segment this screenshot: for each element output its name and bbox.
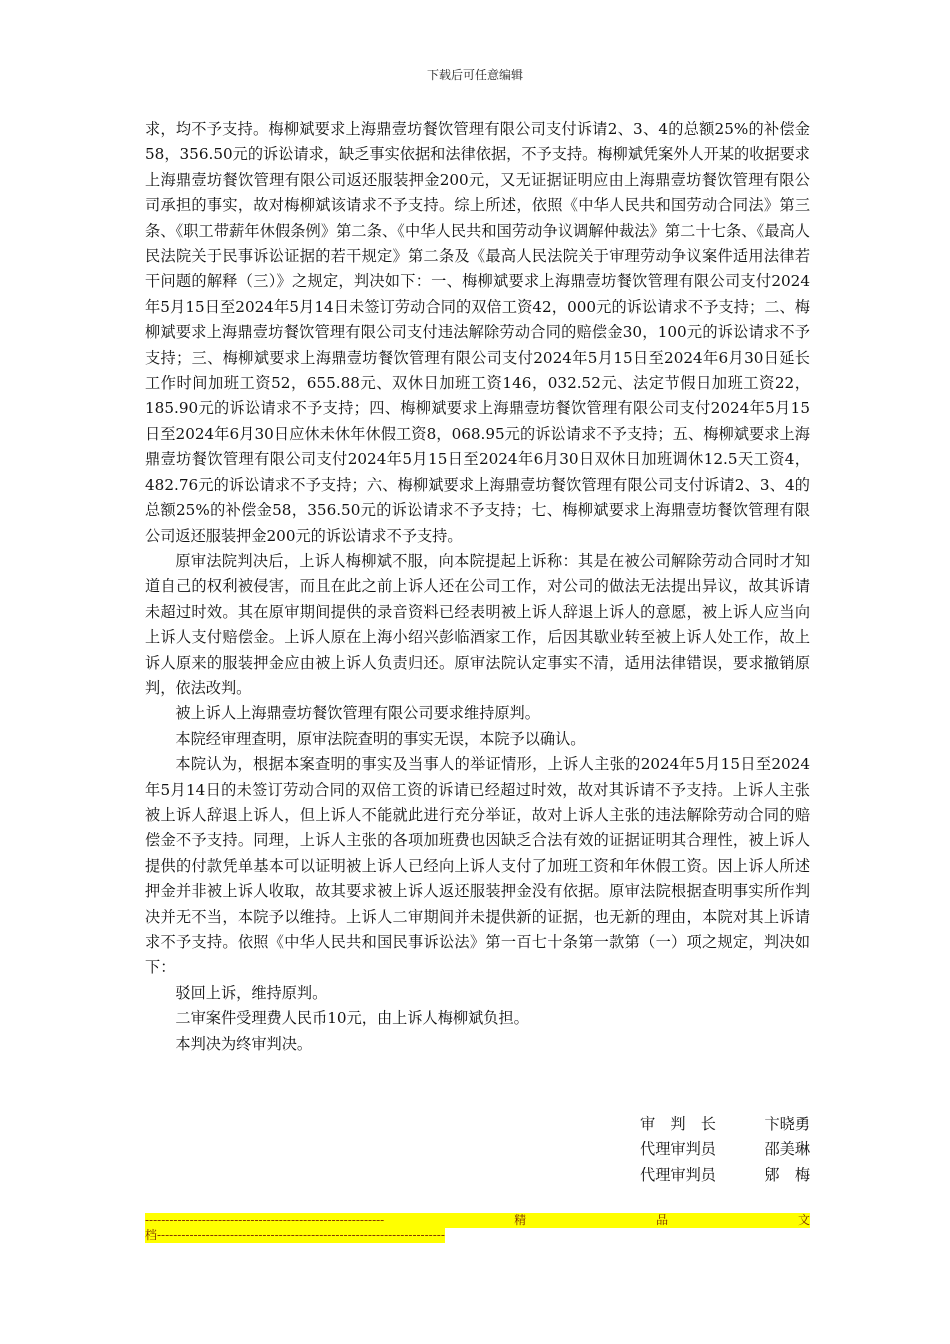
footer-line-2: 档----------------------------------------------------------------------- (145, 1228, 445, 1242)
paragraph-fees: 二审案件受理费人民币10元，由上诉人梅柳斌负担。 (175, 1009, 529, 1028)
paragraph-appeal-claims: 原审法院判决后，上诉人梅柳斌不服，向本院提起上诉称：其是在被公司解除劳动合同时才知道自己的权利被侵害，而且在此之前上诉人还在公司工作，对公司的做法无法提出异议，故其诉请未超过时效。其在原审期间提供的录音资料已经表明被上诉人辞退上诉人的意愿，被上诉人应当向上诉人支付赔偿金。上诉人原在上海小绍兴彭临酒家工作，后因其歇业转至被上诉人处工作，故上诉人原来的服装押金应由被上诉人负责归还。原审法院认定事实不清，适用法律错误，要求撤销原判，依法改判。 (145, 551, 810, 697)
signature-block (640, 1112, 810, 1188)
footer-char: 文 (797, 1213, 810, 1227)
footer-dashes: ----------------------------------------------------------- (145, 1213, 385, 1227)
signature-name: 邵美琳 (764, 1140, 810, 1159)
paragraph-facts: 本院经审理查明，原审法院查明的事实无误，本院予以确认。 (175, 729, 586, 748)
signature-name: 卞晓勇 (764, 1115, 810, 1133)
footer-watermark (145, 1213, 810, 1243)
paragraph-continuation: 求，均不予支持。梅柳斌要求上海鼎壹坊餐饮管理有限公司支付诉请2、3、4的总额25%的补偿金58，356.50元的诉讼请求，缺乏事实依据和法律依据，不予支持。梅柳斌凭案外人开某的收据要求上海鼎壹坊餐饮管理有限公司返还服装押金200元，又无证据证明应由上海鼎壹坊餐饮管理有限公司承担的事实，故对梅柳斌该请求不予支持。综上所述，依照《中华人民共和国劳动合同法》第三条、《职工带薪年休假条例》第二条、《中华人民共和国劳动争议调解仲裁法》第二十七条、《最高人民法院关于民事诉讼证据的若干规定》第二条及《最高人民法院关于审理劳动争议案件适用法律若干问题的解释（三）》之规定，判决如下：一、梅柳斌要求上海鼎壹坊餐饮管理有限公司支付2024年5月15日至2024年5月14日未签订劳动合同的双倍工资42，000元的诉讼请求不予支持；二、梅柳斌要求上海鼎壹坊餐饮管理有限公司支付违法解除劳动合同的赔偿金30，100元的诉讼请求不予支持；三、梅柳斌要求上海鼎壹坊餐饮管理有限公司支付2024年5月15日至2024年6月30日延长工作时间加班工资52，655.88元、双休日加班工资146，032.52元、法定节假日加班工资22，185.90元的诉讼请求不予支持；四、梅柳斌要求上海鼎壹坊餐饮管理有限公司支付2024年5月15日至2024年6月30日应休未休年休假工资8，068.95元的诉讼请求不予支持；五、梅柳斌要求上海鼎壹坊餐饮管理有限公司支付2024年5月15日至2024年6月30日双休日加班调休12.5天工资4，482.76元的诉讼请求不予支持；六、梅柳斌要求上海鼎壹坊餐饮管理有限公司支付诉请2、3、4的总额25%的补偿金58，356.50元的诉讼请求不予支持；七、梅柳斌要求上海鼎壹坊餐饮管理有限公司返还服装押金200元的诉讼请求不予支持。 (145, 120, 810, 545)
footer-char: 品 (656, 1213, 669, 1227)
signature-title: 审 判 长 (640, 1115, 716, 1133)
footer-line-1 (145, 1213, 810, 1228)
header-note: 下载后可任意编辑 (426, 68, 523, 82)
signature-name: 郳 梅 (764, 1165, 810, 1184)
paragraph-ruling: 驳回上诉，维持原判。 (175, 983, 328, 1002)
signature-row (640, 1112, 810, 1137)
paragraph-court-opinion: 本院认为，根据本案查明的事实及当事人的举证情形，上诉人主张的2024年5月15日至2024年5月14日的未签订劳动合同的双倍工资的诉请已经超过时效，故对其诉请不予支持。上诉人主张被上诉人辞退上诉人，但上诉人不能就此进行充分举证，故对上诉人主张的违法解除劳动合同的赔偿金不予支持。同理，上诉人主张的各项加班费也因缺乏合法有效的证据证明其合理性，被上诉人提供的付款凭单基本可以证明被上诉人已经向上诉人支付了加班工资和年休假工资。因上诉人所述押金并非被上诉人收取，故其要求被上诉人返还服装押金没有依据。原审法院根据查明事实所作判决并无不当，本院予以维持。上诉人二审期间并未提供新的证据，也无新的理由，本院对其上诉请求不予支持。依照《中华人民共和国民事诉讼法》第一百七十条第一款第（一）项之规定，判决如下： (145, 755, 810, 977)
judgment-body (145, 117, 810, 1057)
signature-row (640, 1137, 810, 1162)
signature-row (640, 1163, 810, 1188)
paragraph-final: 本判决为终审判决。 (175, 1034, 313, 1053)
signature-title: 代理审判员 (640, 1165, 716, 1184)
paragraph-respondent: 被上诉人上海鼎壹坊餐饮管理有限公司要求维持原判。 (175, 704, 540, 723)
signature-title: 代理审判员 (640, 1140, 716, 1159)
footer-char: 精 (514, 1213, 527, 1227)
